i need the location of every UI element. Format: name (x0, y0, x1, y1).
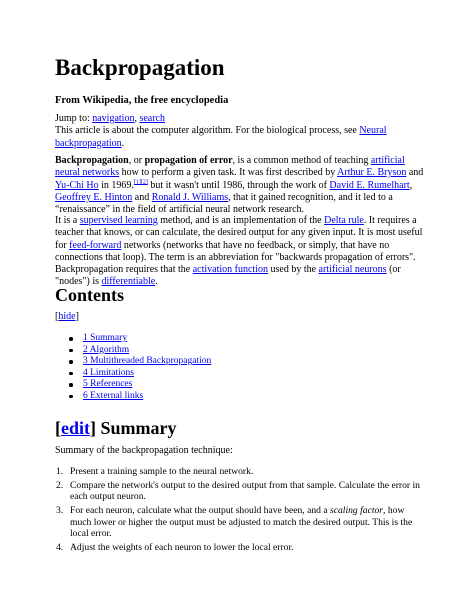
bracket: ] (75, 311, 79, 322)
geoffrey-hinton-link[interactable]: Geoffrey E. Hinton (55, 191, 133, 203)
step-text: , how much lower or higher the output must be adjusted to match the desired output. This is the local error. (70, 505, 413, 540)
page-title: Backpropagation (55, 55, 225, 80)
bracket: [ (55, 311, 59, 322)
david-rumelhart-link[interactable]: David E. Rumelhart (329, 179, 410, 191)
method-text: . (155, 276, 158, 288)
toc-link-algorithm[interactable]: 2 Algorithm (83, 344, 130, 355)
term-propagation-of-error: propagation of error (144, 155, 233, 166)
list-item (56, 466, 427, 477)
differentiable-link[interactable]: differentiable (101, 276, 156, 288)
hide-link[interactable]: hide (58, 311, 76, 322)
step-text: Compare the network's output to the desired output from that sample. Calculate the error in each output neuron. (70, 479, 420, 503)
contents-heading: Contents (55, 285, 125, 305)
step-number: 4. (56, 541, 64, 553)
toc-item (83, 368, 211, 380)
toc-item (83, 379, 211, 391)
jump-prefix: Jump to: (55, 113, 93, 124)
intro-text: , is a common method of teaching (232, 155, 371, 166)
intro-paragraph (55, 155, 427, 216)
list-item (56, 541, 427, 553)
jump-separator: , (134, 113, 140, 124)
step-italic-term: scaling factor (330, 505, 384, 517)
neural-backpropagation-link[interactable]: Neural backpropagation (55, 125, 387, 149)
navigation-link[interactable]: navigation (92, 113, 135, 124)
hatnote-text: This article is about the computer algorithm. For the biological process, see (55, 125, 360, 137)
step-text: Adjust the weights of each neuron to lower the local error. (70, 541, 294, 553)
method-text: (or "nodes") is (55, 264, 401, 288)
toc-link-external-links[interactable]: 6 External links (83, 390, 144, 401)
toc-link-references[interactable]: 5 References (83, 379, 133, 389)
toc-item (83, 356, 211, 368)
method-text: . It requires a teacher that knows, or can calculate, the desired output for any given input. It is most useful for (55, 215, 423, 251)
summary-steps (56, 466, 427, 556)
feed-forward-link[interactable]: feed-forward (69, 239, 122, 251)
supervised-learning-link[interactable]: supervised learning (79, 215, 158, 226)
method-text: used by the (268, 264, 319, 276)
step-number: 2. (56, 479, 64, 491)
jump-links (55, 113, 427, 150)
intro-text: and (406, 167, 424, 179)
summary-title: Summary (100, 418, 177, 438)
toc-item (83, 333, 211, 345)
method-text: networks (networks that have no feedback, or simply, that have no connections that loop). The term is an abbreviation for "backwards propagation of errors". Backpropagation requires that the (55, 239, 416, 276)
delta-rule-link[interactable]: Delta rule (324, 215, 364, 226)
list-item (56, 479, 427, 503)
artificial-neurons-link[interactable]: artificial neurons (318, 264, 387, 276)
bracket: ] (90, 418, 101, 438)
intro-text: in 1969. (98, 179, 134, 191)
intro-text: but it wasn't until 1986, through the work of (147, 179, 330, 191)
arthur-bryson-link[interactable]: Arthur E. Bryson (337, 167, 407, 179)
summary-heading (55, 419, 177, 437)
yu-chi-ho-link[interactable]: Yu-Chi Ho (55, 179, 99, 191)
toc-link-limitations[interactable]: 4 Limitations (83, 367, 134, 378)
intro-text: , that it gained recognition, and it led to a “renaissance” in the field of artificial neural network research. (55, 191, 393, 216)
intro-text: , (409, 179, 413, 191)
method-paragraph (55, 215, 427, 289)
term-backpropagation: Backpropagation (55, 155, 129, 166)
citation-link[interactable]: [1][2] (133, 179, 148, 186)
hatnote-end: . (121, 137, 125, 149)
step-text: Present a training sample to the neural network. (70, 466, 254, 477)
intro-text: how to perform a given task. It was first described by (119, 167, 338, 179)
toc-link-summary[interactable]: 1 Summary (83, 333, 128, 343)
intro-text: and (132, 191, 152, 203)
intro-text: , or (128, 155, 145, 166)
toc-link-multithreaded[interactable]: 3 Multithreaded Backpropagation (83, 356, 212, 366)
bracket: [ (55, 418, 61, 438)
method-text: It is a (55, 215, 80, 226)
toc-item (83, 391, 211, 403)
activation-function-link[interactable]: activation function (192, 264, 268, 276)
site-subtitle: From Wikipedia, the free encyclopedia (55, 95, 229, 106)
method-text: method, and is an implementation of the (157, 215, 325, 226)
summary-intro: Summary of the backpropagation technique: (55, 445, 233, 456)
table-of-contents (83, 333, 211, 402)
list-item (56, 505, 427, 540)
search-link[interactable]: search (139, 113, 165, 124)
step-number: 3. (56, 505, 64, 517)
step-number: 1. (56, 466, 64, 477)
edit-link[interactable]: edit (61, 418, 90, 438)
toc-item (83, 345, 211, 357)
toc-hide-toggle (55, 311, 427, 323)
artificial-neural-networks-link[interactable]: artificial neural networks (55, 155, 405, 179)
ronald-williams-link[interactable]: Ronald J. Williams (151, 191, 229, 203)
step-text: For each neuron, calculate what the output should have been, and a (70, 505, 331, 517)
